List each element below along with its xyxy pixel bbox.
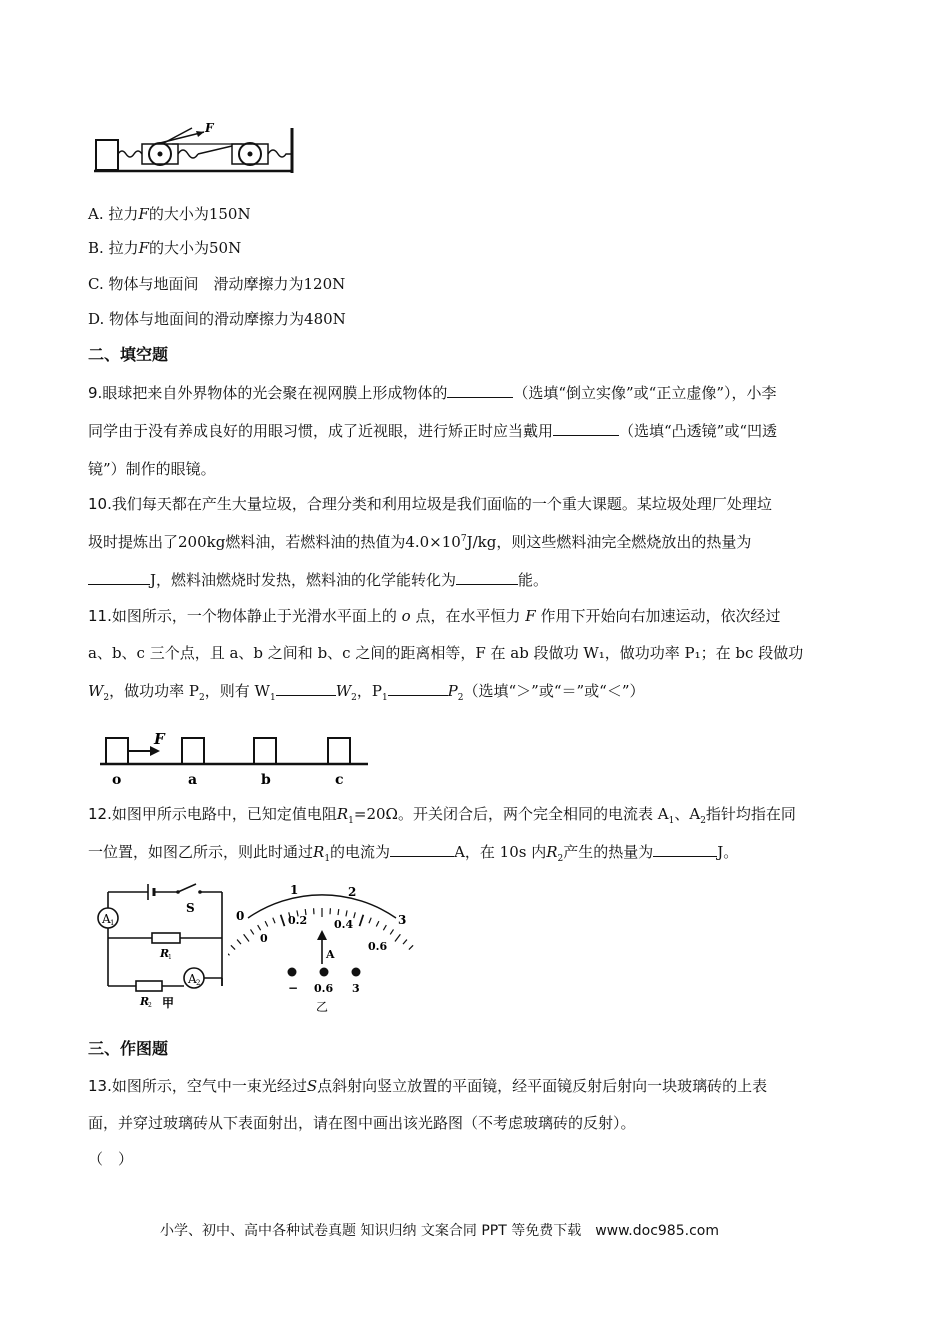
point-c: c	[335, 772, 344, 788]
q9-line-2: 同学由于没有养成良好的用眼习惯，成了近视眼，进行矫正时应当戴用 （选填“凸透镜”或“凹透	[88, 422, 778, 440]
point-b: b	[261, 772, 271, 788]
dial-tick	[273, 918, 275, 924]
svg-text:1: 1	[168, 954, 172, 961]
dial-tick	[250, 929, 253, 934]
q11-line-3: $W_2$，做功功率 $P_2$，则有 $W_1$ $W_2$，$P_1$ $P_2$（选填“＞”或“＝”或“＜”）	[88, 682, 645, 703]
dial-tick	[369, 918, 371, 924]
terminal-0-6: 0.6	[314, 982, 334, 995]
svg-text:2: 2	[148, 1002, 152, 1009]
circuit-figure	[96, 880, 236, 1012]
dial-tick	[395, 934, 400, 941]
bottom-scale-0-2: 0.2	[288, 914, 308, 927]
terminal-neg: −	[288, 981, 299, 995]
point-o: o	[112, 772, 122, 788]
dial-tick	[228, 951, 230, 955]
caption-jia: 甲	[162, 996, 175, 1010]
pulley-figure	[92, 118, 302, 178]
point-a: a	[188, 772, 198, 788]
dial-tick	[346, 910, 347, 916]
dial-tick	[338, 909, 339, 915]
r1-label: R	[160, 947, 170, 960]
q10-line-1: 10.我们每天都在产生大量垃圾，合理分类和利用垃圾是我们面临的一个重大课题。某垃圾处理厂处理垃	[88, 495, 772, 513]
force-label: F	[205, 121, 214, 135]
q13-answer-bracket: （ ）	[88, 1150, 134, 1168]
option-b: B. 拉力F的大小为50N	[88, 239, 242, 257]
q11-line-1: 11.如图所示，一个物体静止于光滑水平面上的 o 点，在水平恒力 F 作用下开始向右加速运动，依次经过	[88, 607, 781, 625]
q13-line-1: 13.如图所示，空气中一束光经过S点斜射向竖立放置的平面镜，经平面镜反射后射向一块玻璃砖的上表	[88, 1077, 768, 1095]
dial-tick	[354, 912, 356, 918]
switch-label: S	[186, 901, 195, 915]
q9-line-3: 镜”）制作的眼镜。	[88, 460, 216, 478]
dial-tick	[231, 945, 235, 949]
dial-tick	[237, 940, 241, 945]
bottom-scale-0-4: 0.4	[334, 918, 354, 931]
dial-tick	[403, 940, 407, 945]
dial-tick	[258, 925, 261, 930]
dial-tick	[265, 921, 268, 926]
motion-figure	[98, 728, 370, 790]
option-d: D. 物体与地面间的滑动摩擦力为480N	[88, 310, 346, 328]
dial-tick	[409, 945, 413, 949]
force-label: F	[154, 730, 165, 748]
dial-tick	[376, 921, 379, 926]
caption-yi: 乙	[316, 1000, 329, 1014]
bottom-scale-0: 0	[260, 932, 268, 945]
dial-tick	[244, 934, 249, 941]
top-scale-2: 2	[348, 885, 357, 899]
dial-tick	[281, 915, 285, 926]
footer-text: 小学、初中、高中各种试卷真题 知识归纳 文案合同 PPT 等免费下载 www.doc985.com	[160, 1223, 719, 1239]
q11-line-2: a、b、c 三个点，且 a、b 之间和 b、c 之间的距离相等，F 在 ab 段做功 W₁，做功功率 P₁；在 bc 段做功	[88, 644, 804, 662]
dial-tick	[360, 915, 364, 926]
svg-text:1: 1	[110, 919, 115, 927]
option-a: A. 拉力F的大小为150N	[88, 205, 251, 223]
meter-a1: A	[102, 912, 111, 926]
svg-text:2: 2	[196, 979, 201, 987]
q9-line-1: 9.眼球把来自外界物体的光会聚在视网膜上形成物体的 （选填“倒立实像”或“正立虚像”），小李	[88, 384, 777, 402]
unit-label: A	[326, 948, 335, 961]
terminal-3: 3	[352, 982, 360, 995]
q12-line-2: 一位置，如图乙所示，则此时通过$R_1$的电流为 A，在 10s 内$R_2$产生的热量为 J。	[88, 843, 739, 864]
dial-tick	[390, 929, 393, 934]
q10-line-3: J，燃料油燃烧时发热，燃料油的化学能转化为 能。	[88, 570, 548, 590]
bottom-scale-0-6: 0.6	[368, 940, 388, 953]
option-c: C. 物体与地面间 滑动摩擦力为120N	[88, 275, 346, 293]
top-scale-1: 1	[290, 883, 299, 897]
top-scale-0: 0	[236, 909, 245, 923]
dial-tick	[383, 925, 386, 930]
ammeter-figure	[228, 878, 414, 1014]
q13-line-2: 面，并穿过玻璃砖从下表面射出，请在图中画出该光路图（不考虑玻璃砖的反射）。	[88, 1114, 636, 1132]
meter-a2: A	[188, 972, 197, 986]
r2-label: R	[140, 995, 150, 1008]
q10-line-2: 圾时提炼出了200kg燃料油，若燃料油的热值为$4.0\times 10^7J/kg$，则这些燃料油完全燃烧放出的热量为	[88, 533, 752, 551]
top-scale-3: 3	[398, 913, 407, 927]
section-title-fill-blank: 二、填空题	[88, 345, 169, 364]
section-title-drawing: 三、作图题	[88, 1039, 169, 1058]
q12-line-1: 12.如图甲所示电路中，已知定值电阻$R_1=20\Omega$。开关闭合后，两个完全相同的电流表 $A_1$、$A_2$指针均指在同	[88, 805, 796, 826]
